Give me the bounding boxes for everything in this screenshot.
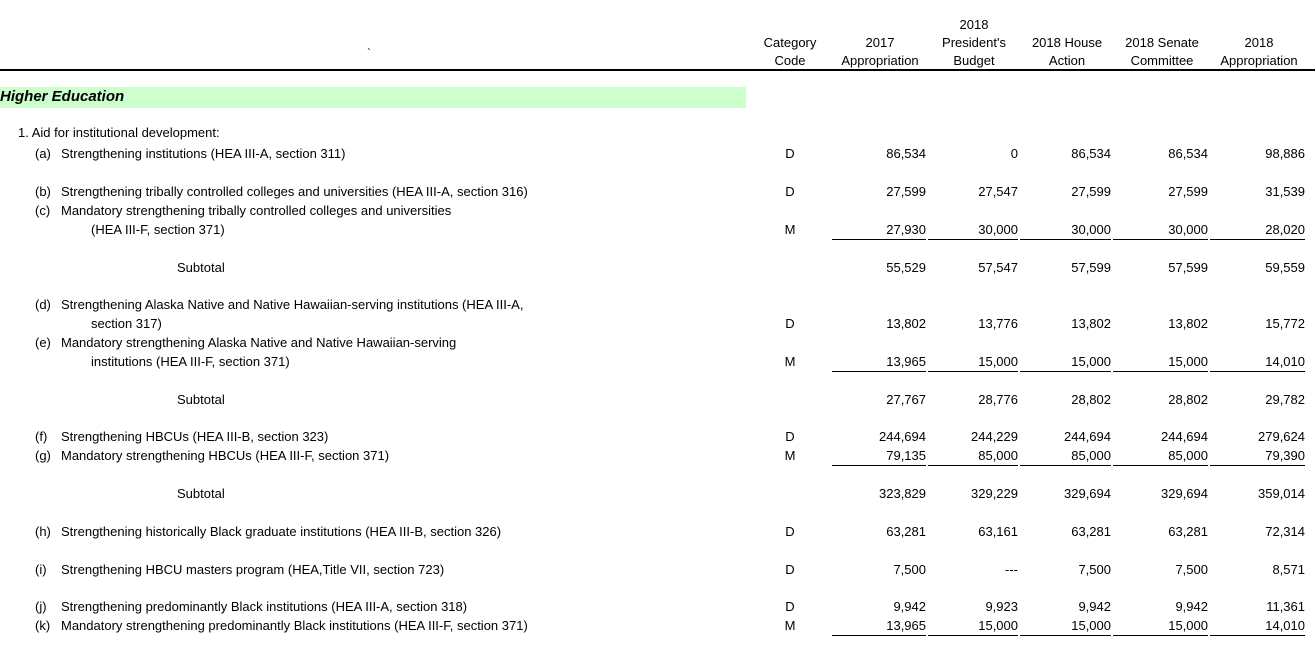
row-label: Mandatory strengthening Alaska Native and Native Hawaiian-serving	[61, 335, 457, 350]
amount-cell: 29,782	[1265, 392, 1305, 407]
amount-cell: 30,000	[1020, 222, 1111, 240]
row-label: Strengthening institutions (HEA III-A, section 311)	[61, 146, 346, 161]
table-row	[0, 203, 1315, 222]
amount-cell: 9,923	[985, 599, 1018, 614]
amount-cell: 329,694	[1161, 486, 1208, 501]
row-label: Strengthening historically Black graduate institutions (HEA III-B, section 326)	[61, 524, 502, 539]
table-row	[0, 618, 1315, 637]
amount-cell: 72,314	[1265, 524, 1305, 539]
amount-cell: 27,547	[978, 184, 1018, 199]
amount-cell: 63,161	[978, 524, 1018, 539]
amount-cell: 11,361	[1266, 599, 1305, 614]
amount-cell: 86,534	[1168, 146, 1208, 161]
category-code: D	[785, 562, 795, 577]
category-code: M	[784, 448, 796, 463]
amount-cell: 27,930	[832, 222, 926, 240]
section-title: Higher Education	[0, 88, 125, 105]
header-2017-appropriation: 2017 Appropriation	[841, 35, 919, 68]
subtotal-label: Subtotal	[177, 260, 225, 275]
amount-cell: 14,010	[1210, 354, 1305, 372]
row-label: (HEA III-F, section 371)	[91, 222, 225, 237]
amount-cell: 15,000	[1113, 354, 1208, 372]
row-label: section 317)	[91, 316, 162, 331]
subtotal-row	[0, 260, 1315, 279]
category-code: D	[785, 599, 795, 614]
amount-cell: 27,767	[886, 392, 926, 407]
amount-cell: 0	[1010, 146, 1018, 161]
amount-cell: 13,802	[1071, 316, 1111, 331]
amount-cell: 15,000	[928, 618, 1018, 636]
amount-cell: 13,802	[1168, 316, 1208, 331]
category-code: M	[784, 618, 796, 633]
row-label: Strengthening HBCUs (HEA III-B, section 323)	[61, 429, 329, 444]
amount-cell: 79,135	[832, 448, 926, 466]
category-code: M	[784, 222, 796, 237]
amount-cell: 14,010	[1210, 618, 1305, 636]
amount-cell: 98,886	[1265, 146, 1305, 161]
amount-cell: 9,942	[1078, 599, 1111, 614]
row-marker: (a)	[35, 146, 51, 161]
amount-cell: 7,500	[893, 562, 926, 577]
row-label: Strengthening Alaska Native and Native Hawaiian-serving institutions (HEA III-A,	[61, 297, 524, 312]
subtotal-row	[0, 392, 1315, 411]
amount-cell: 85,000	[928, 448, 1018, 466]
row-label: institutions (HEA III-F, section 371)	[91, 354, 290, 369]
table-row	[0, 429, 1315, 448]
amount-cell: 15,000	[1113, 618, 1208, 636]
row-marker: (e)	[35, 335, 51, 350]
amount-cell: 79,390	[1210, 448, 1305, 466]
amount-cell: 55,529	[886, 260, 926, 275]
amount-cell: 28,802	[1168, 392, 1208, 407]
category-code: D	[785, 184, 795, 199]
category-code: D	[785, 429, 795, 444]
amount-cell: 85,000	[1113, 448, 1208, 466]
amount-cell: 31,539	[1265, 184, 1305, 199]
amount-cell: ---	[1005, 562, 1018, 577]
amount-cell: 13,965	[832, 354, 926, 372]
category-code: M	[784, 354, 796, 369]
table-row	[0, 599, 1315, 618]
amount-cell: 9,942	[1175, 599, 1208, 614]
category-code: D	[785, 146, 795, 161]
amount-cell: 329,694	[1064, 486, 1111, 501]
row-marker: (j)	[35, 599, 47, 614]
row-label: Strengthening HBCU masters program (HEA,Title VII, section 723)	[61, 562, 445, 577]
table-row	[0, 335, 1315, 354]
amount-cell: 15,000	[1020, 354, 1111, 372]
header-2018-presidents-budget: 2018 President's Budget	[942, 17, 1006, 68]
amount-cell: 13,802	[886, 316, 926, 331]
subtotal-label: Subtotal	[177, 486, 225, 501]
amount-cell: 86,534	[886, 146, 926, 161]
row-marker: (k)	[35, 618, 51, 633]
row-label: Mandatory strengthening tribally controlled colleges and universities	[61, 203, 452, 218]
header-2018-senate-committee: 2018 Senate Committee	[1125, 35, 1199, 68]
table-row	[0, 354, 1315, 373]
amount-cell: 57,599	[1071, 260, 1111, 275]
table-row	[0, 222, 1315, 241]
amount-cell: 27,599	[886, 184, 926, 199]
amount-cell: 85,000	[1020, 448, 1111, 466]
amount-cell: 7,500	[1175, 562, 1208, 577]
amount-cell: 15,772	[1265, 316, 1305, 331]
row-label: Mandatory strengthening predominantly Black institutions (HEA III-F, section 371)	[61, 618, 528, 633]
amount-cell: 279,624	[1258, 429, 1305, 444]
table-row	[0, 316, 1315, 335]
table-row	[0, 524, 1315, 543]
amount-cell: 244,694	[1064, 429, 1111, 444]
table-row	[0, 297, 1315, 316]
row-marker: (f)	[35, 429, 48, 444]
row-marker: (g)	[35, 448, 51, 463]
amount-cell: 28,776	[978, 392, 1018, 407]
amount-cell: 323,829	[879, 486, 926, 501]
amount-cell: 86,534	[1071, 146, 1111, 161]
amount-cell: 63,281	[1071, 524, 1111, 539]
amount-cell: 9,942	[893, 599, 926, 614]
row-marker: (d)	[35, 297, 51, 312]
amount-cell: 13,776	[978, 316, 1018, 331]
header-2018-appropriation: 2018 Appropriation	[1220, 35, 1298, 68]
header-category-code: Category Code	[763, 35, 817, 68]
row-label: Strengthening tribally controlled colleges and universities (HEA III-A, section 316)	[61, 184, 528, 199]
amount-cell: 57,599	[1168, 260, 1208, 275]
table-row	[0, 125, 1315, 144]
amount-cell: 15,000	[1020, 618, 1111, 636]
amount-cell: 359,014	[1258, 486, 1305, 501]
amount-cell: 15,000	[928, 354, 1018, 372]
category-code: D	[785, 316, 795, 331]
amount-cell: 63,281	[1168, 524, 1208, 539]
header-2018-house-action: 2018 House Action	[1031, 35, 1103, 68]
amount-cell: 244,229	[971, 429, 1018, 444]
amount-cell: 329,229	[971, 486, 1018, 501]
amount-cell: 30,000	[1113, 222, 1208, 240]
amount-cell: 59,559	[1265, 260, 1305, 275]
amount-cell: 63,281	[886, 524, 926, 539]
amount-cell: 28,802	[1071, 392, 1111, 407]
stray-mark: `	[367, 46, 371, 60]
amount-cell: 244,694	[1161, 429, 1208, 444]
amount-cell: 28,020	[1210, 222, 1305, 240]
amount-cell: 57,547	[978, 260, 1018, 275]
subtotal-row	[0, 486, 1315, 505]
amount-cell: 8,571	[1272, 562, 1305, 577]
header-rule	[0, 69, 1315, 71]
table-row	[0, 184, 1315, 203]
amount-cell: 7,500	[1078, 562, 1111, 577]
section-band	[0, 87, 746, 108]
amount-cell: 13,965	[832, 618, 926, 636]
row-label: 1. Aid for institutional development:	[18, 125, 220, 140]
amount-cell: 244,694	[879, 429, 926, 444]
row-marker: (h)	[35, 524, 51, 539]
row-label: Strengthening predominantly Black institutions (HEA III-A, section 318)	[61, 599, 468, 614]
table-row	[0, 562, 1315, 581]
subtotal-label: Subtotal	[177, 392, 225, 407]
amount-cell: 30,000	[928, 222, 1018, 240]
category-code: D	[785, 524, 795, 539]
table-row	[0, 146, 1315, 165]
row-label: Mandatory strengthening HBCUs (HEA III-F, section 371)	[61, 448, 390, 463]
table-row	[0, 448, 1315, 467]
amount-cell: 27,599	[1168, 184, 1208, 199]
amount-cell: 27,599	[1071, 184, 1111, 199]
row-marker: (c)	[35, 203, 51, 218]
row-marker: (b)	[35, 184, 51, 199]
row-marker: (i)	[35, 562, 47, 577]
